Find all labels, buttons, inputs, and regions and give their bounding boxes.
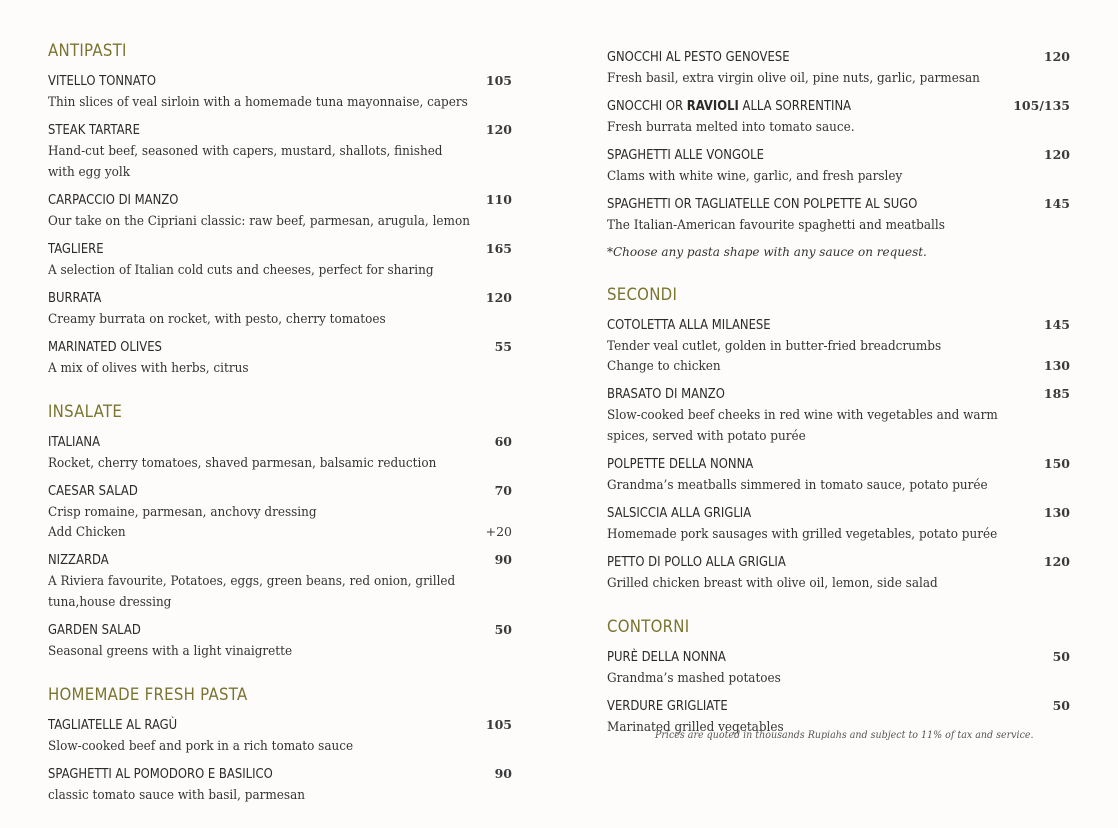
item-price: 120 — [1043, 147, 1070, 162]
right-column — [607, 47, 1070, 760]
menu-item — [48, 190, 512, 231]
item-name: MARINATED OLIVES — [48, 339, 162, 355]
section-antipasti — [48, 40, 512, 378]
item-description: Slow-cooked beef cheeks in red wine with vegetables and warm — [607, 408, 998, 423]
item-name: TAGLIERE — [48, 241, 104, 257]
item-description: Fresh basil, extra virgin olive oil, pine nuts, garlic, parmesan — [607, 71, 980, 86]
item-description: Slow-cooked beef and pork in a rich tomato sauce — [48, 739, 354, 754]
item-name: GARDEN SALAD — [48, 622, 141, 638]
item-description: Grandma’s mashed potatoes — [607, 671, 781, 686]
item-description: A selection of Italian cold cuts and cheeses, perfect for sharing — [48, 263, 434, 278]
item-description-cont: with egg yolk — [48, 165, 131, 180]
menu-item — [607, 454, 1070, 495]
menu-item — [48, 239, 512, 280]
item-price: 50 — [494, 622, 512, 637]
item-description: Fresh burrata melted into tomato sauce. — [607, 120, 855, 135]
menu-item — [48, 764, 512, 805]
item-description: The Italian-American favourite spaghetti and meatballs — [607, 218, 945, 233]
item-description: Tender veal cutlet, golden in butter-fried breadcrumbs — [607, 339, 942, 354]
item-price: 105/135 — [1013, 98, 1070, 113]
section-title: ANTIPASTI — [48, 41, 127, 61]
item-description: Rocket, cherry tomatoes, shaved parmesan, balsamic reduction — [48, 456, 437, 471]
item-description: classic tomato sauce with basil, parmesan — [48, 788, 306, 803]
item-price: 105 — [485, 717, 512, 732]
item-name: PETTO DI POLLO ALLA GRIGLIA — [607, 554, 786, 570]
item-addon: Add Chicken — [48, 525, 126, 540]
item-name-part: ALLA SORRENTINA — [738, 98, 852, 114]
item-addon-price: 130 — [1043, 358, 1070, 373]
item-addon-price: +20 — [485, 524, 512, 539]
section-pasta-right — [607, 47, 1070, 261]
item-price: 50 — [1052, 649, 1070, 664]
item-description: Clams with white wine, garlic, and fresh parsley — [607, 169, 903, 184]
item-price: 145 — [1043, 196, 1070, 211]
item-addon: Change to chicken — [607, 359, 721, 374]
item-price: 130 — [1043, 505, 1070, 520]
menu-item — [48, 337, 512, 378]
menu-item — [48, 432, 512, 473]
item-description: Grilled chicken breast with olive oil, lemon, side salad — [607, 576, 938, 591]
menu-item — [48, 620, 512, 661]
item-name: CARPACCIO DI MANZO — [48, 192, 179, 208]
item-name: POLPETTE DELLA NONNA — [607, 456, 754, 472]
item-price: 185 — [1043, 386, 1070, 401]
menu-item — [607, 552, 1070, 593]
menu-item — [607, 96, 1070, 137]
menu-item — [48, 288, 512, 329]
menu-item — [48, 715, 512, 756]
item-name-part: GNOCCHI OR — [607, 98, 687, 114]
left-column — [48, 40, 512, 828]
item-description: Hand-cut beef, seasoned with capers, mustard, shallots, finished — [48, 144, 443, 159]
item-name: SPAGHETTI OR TAGLIATELLE CON POLPETTE AL SUGO — [607, 196, 918, 212]
menu-item — [607, 647, 1070, 688]
item-description: A mix of olives with herbs, citrus — [48, 361, 249, 376]
menu-item — [48, 120, 512, 182]
item-price: 165 — [485, 241, 512, 256]
item-price: 55 — [494, 339, 512, 354]
menu-item — [607, 384, 1070, 446]
item-name — [607, 97, 851, 116]
item-price: 120 — [485, 290, 512, 305]
item-description: Seasonal greens with a light vinaigrette — [48, 644, 293, 659]
item-description-cont: tuna,house dressing — [48, 595, 172, 610]
item-name: ITALIANA — [48, 434, 101, 450]
item-description: Thin slices of veal sirloin with a homemade tuna mayonnaise, capers — [48, 95, 468, 110]
item-description-cont: spices, served with potato purée — [607, 429, 806, 444]
item-price: 60 — [494, 434, 512, 449]
item-description: Creamy burrata on rocket, with pesto, cherry tomatoes — [48, 312, 386, 327]
price-disclaimer: Prices are quoted in thousands Rupiahs and subject to 11% of tax and service. — [655, 730, 1034, 741]
item-description: Crisp romaine, parmesan, anchovy dressing — [48, 505, 317, 520]
item-name: SPAGHETTI ALLE VONGOLE — [607, 147, 764, 163]
section-title: INSALATE — [48, 402, 123, 422]
item-price: 145 — [1043, 317, 1070, 332]
item-description: Marinated grilled vegetables — [607, 720, 784, 735]
item-description: Our take on the Cipriani classic: raw beef, parmesan, arugula, lemon — [48, 214, 470, 229]
item-description: Grandma’s meatballs simmered in tomato sauce, potato purée — [607, 478, 988, 493]
section-title: SECONDI — [607, 285, 678, 305]
item-name: TAGLIATELLE AL RAGÙ — [48, 717, 178, 733]
item-price: 105 — [485, 73, 512, 88]
item-description: A Riviera favourite, Potatoes, eggs, green beans, red onion, grilled — [48, 574, 456, 589]
section-insalate — [48, 401, 512, 661]
item-name: STEAK TARTARE — [48, 122, 140, 138]
section-pasta-left — [48, 684, 512, 805]
menu-item — [607, 47, 1070, 88]
item-name: GNOCCHI AL PESTO GENOVESE — [607, 49, 790, 65]
item-name-bold: RAVIOLI — [686, 98, 739, 114]
menu-item — [48, 550, 512, 612]
item-name: NIZZARDA — [48, 552, 109, 568]
menu-item — [48, 481, 512, 542]
item-price: 90 — [494, 552, 512, 567]
item-price: 120 — [1043, 49, 1070, 64]
item-price: 150 — [1043, 456, 1070, 471]
section-title: HOMEMADE FRESH PASTA — [48, 685, 248, 705]
item-price: 120 — [1043, 554, 1070, 569]
menu-item — [607, 503, 1070, 544]
menu-item — [48, 71, 512, 112]
menu-item — [607, 145, 1070, 186]
item-name: VITELLO TONNATO — [48, 73, 157, 89]
item-name: PURÈ DELLA NONNA — [607, 649, 726, 665]
item-name: VERDURE GRIGLIATE — [607, 698, 728, 714]
item-name: BURRATA — [48, 290, 102, 306]
item-price: 110 — [485, 192, 512, 207]
section-title: CONTORNI — [607, 617, 690, 637]
item-name: COTOLETTA ALLA MILANESE — [607, 317, 771, 333]
item-description: Homemade pork sausages with grilled vegetables, potato purée — [607, 527, 998, 542]
pasta-note: *Choose any pasta shape with any sauce on request. — [607, 245, 927, 259]
section-contorni — [607, 616, 1070, 737]
item-name: BRASATO DI MANZO — [607, 386, 725, 402]
menu-item — [607, 315, 1070, 376]
item-price: 70 — [494, 483, 512, 498]
item-name: SALSICCIA ALLA GRIGLIA — [607, 505, 752, 521]
item-price: 90 — [494, 766, 512, 781]
item-price: 50 — [1052, 698, 1070, 713]
menu-item — [607, 194, 1070, 235]
item-price: 120 — [485, 122, 512, 137]
item-name: CAESAR SALAD — [48, 483, 138, 499]
section-secondi — [607, 284, 1070, 593]
item-name: SPAGHETTI AL POMODORO E BASILICO — [48, 766, 273, 782]
